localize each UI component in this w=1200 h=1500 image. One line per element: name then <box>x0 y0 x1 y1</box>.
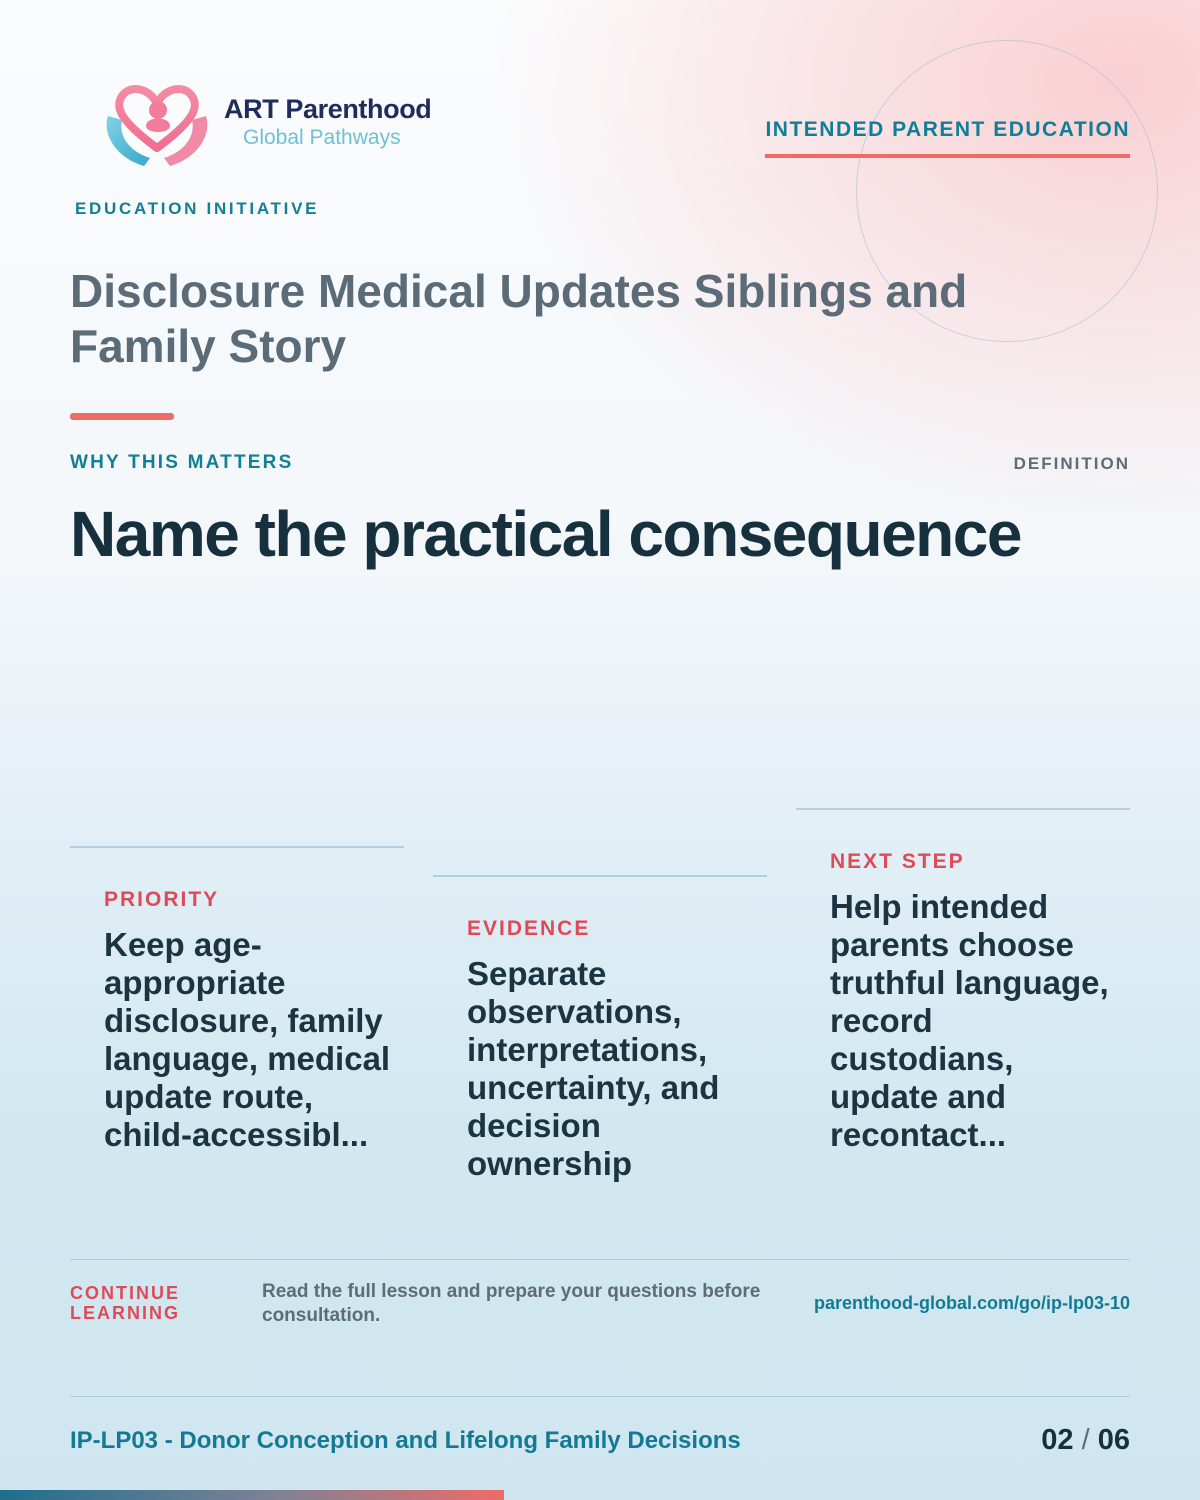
card-label: EVIDENCE <box>467 917 591 940</box>
lesson-title: Disclosure Medical Updates Siblings and Family Story <box>70 265 968 372</box>
page-total: 06 <box>1097 1424 1130 1456</box>
card-body: Keep age-appropriate disclosure, family language, medical update route, child-accessibl... <box>104 926 391 1153</box>
cta-text: Read the full lesson and prepare your questions before consultation. <box>262 1281 761 1326</box>
card-label: NEXT STEP <box>830 850 965 873</box>
brand-tagline: Global Pathways <box>243 126 401 149</box>
section-label: WHY THIS MATTERS <box>70 452 294 473</box>
next-step-card <box>796 808 1130 1218</box>
course-title: IP-LP03 - Donor Conception and Lifelong Family Decisions <box>70 1427 741 1454</box>
accent-divider <box>70 413 174 420</box>
divider <box>70 1259 1130 1260</box>
page-current: 02 <box>1041 1424 1074 1456</box>
page-separator: / <box>1081 1424 1090 1456</box>
card-label: PRIORITY <box>104 888 220 911</box>
bottom-accent-bar <box>0 1490 504 1500</box>
headline: Name the practical consequence <box>70 498 1021 570</box>
cta-label: CONTINUE LEARNING <box>70 1283 180 1323</box>
card-body: Help intended parents choose truthful language, record custodians, update and recontact... <box>830 888 1109 1153</box>
lesson-link[interactable]: parenthood-global.com/go/ip-lp03-10 <box>813 1293 1130 1313</box>
header-tag: INTENDED PARENT EDUCATION <box>765 118 1130 158</box>
section-type-label: DEFINITION <box>1013 454 1130 473</box>
kicker-label: EDUCATION INITIATIVE <box>75 199 320 218</box>
card-body: Separate observations, interpretations, uncertainty, and decision ownership <box>467 955 720 1182</box>
brand-name: ART Parenthood <box>224 94 432 124</box>
priority-card <box>70 846 404 1218</box>
evidence-card <box>433 875 767 1217</box>
hands-heart-baby-icon <box>100 74 214 174</box>
divider <box>70 1396 1130 1397</box>
page-counter <box>1041 1424 1130 1457</box>
